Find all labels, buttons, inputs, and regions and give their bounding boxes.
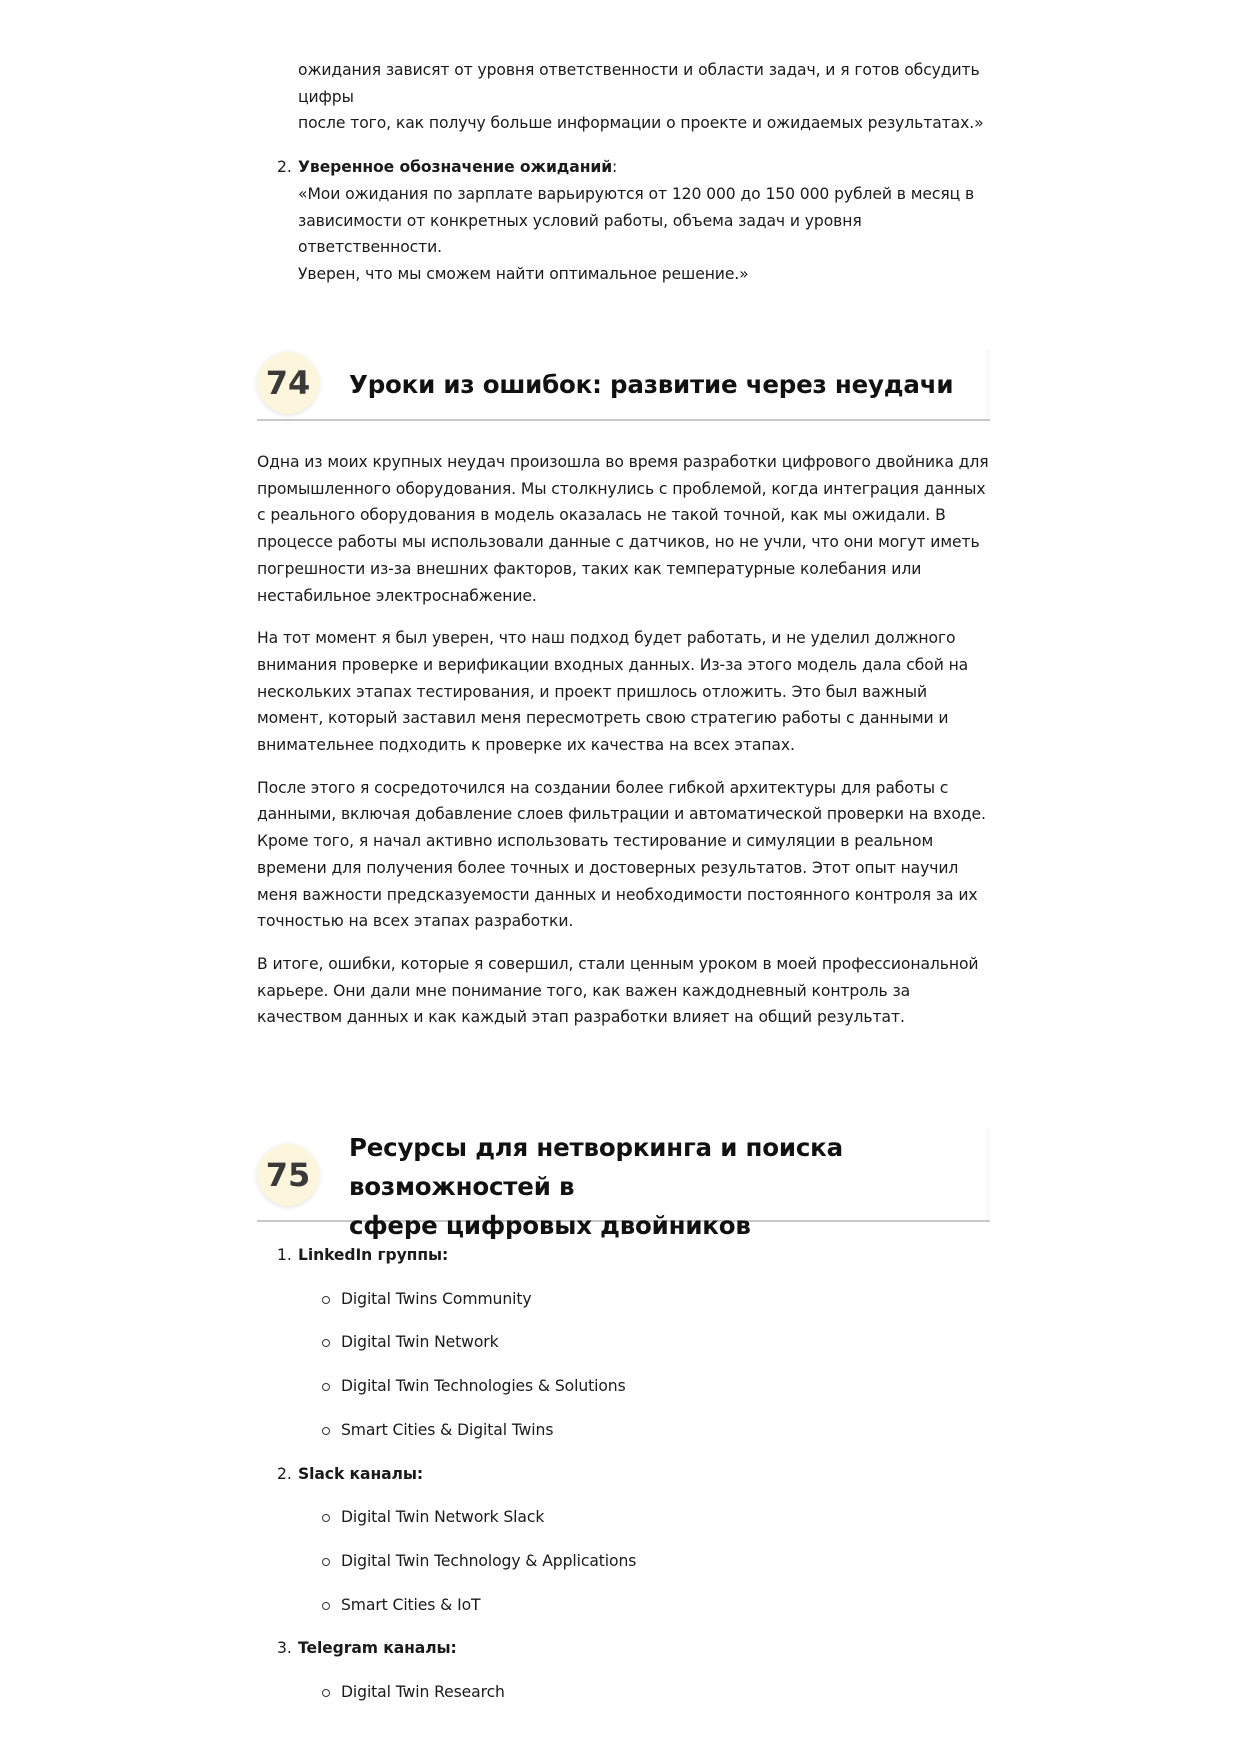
resource-group: [257, 1242, 990, 1444]
circle-bullet-icon: [322, 1383, 330, 1391]
resource-group-title: Telegram каналы:: [298, 1639, 457, 1658]
circle-bullet-icon: [322, 1602, 330, 1610]
section-body-74: [257, 449, 990, 1047]
resource-group-heading: [257, 1635, 990, 1662]
section-number-badge: 75: [257, 1144, 319, 1206]
resource-item: Smart Cities & Digital Twins: [257, 1417, 990, 1444]
resources-list: [257, 1242, 990, 1706]
colon: :: [612, 158, 618, 177]
section-number-badge: 74: [257, 352, 319, 414]
list-item-continuation: [257, 57, 990, 137]
resource-group-title: LinkedIn группы:: [298, 1246, 449, 1264]
list-number: 1.: [277, 1246, 292, 1264]
section-title-line: Ресурсы для нетворкинга и поиска возможностей в: [349, 1133, 843, 1201]
section-title: [349, 1128, 990, 1245]
text-line: Уверен, что мы сможем найти оптимальное решение.»: [298, 264, 749, 283]
circle-bullet-icon: [322, 1427, 330, 1435]
paragraph: В итоге, ошибки, которые я совершил, стали ценным уроком в моей профессиональной карьере. Они дали мне понимание того, как важен каждодневный контроль за качеством данных и как каждый этап разработки влияет на общий результат.: [257, 954, 979, 1027]
resource-item: Digital Twin Network Slack: [257, 1504, 990, 1531]
resource-item: Digital Twin Network: [257, 1329, 990, 1356]
section-header-74: [257, 349, 990, 421]
circle-bullet-icon: [322, 1339, 330, 1347]
list-item: [257, 154, 990, 288]
list-number: 2.: [277, 1464, 292, 1483]
circle-bullet-icon: [322, 1296, 330, 1304]
resource-item: Digital Twin Research: [257, 1679, 990, 1706]
text-line: ожидания зависят от уровня ответственности и области задач, и я готов обсудить цифры: [298, 61, 980, 106]
resource-group: [257, 1635, 990, 1705]
circle-bullet-icon: [322, 1689, 330, 1697]
resource-item: Digital Twins Community: [257, 1286, 990, 1313]
resource-group-title: Slack каналы:: [298, 1464, 424, 1483]
section-title: Уроки из ошибок: развитие через неудачи: [349, 370, 954, 399]
paragraph: На тот момент я был уверен, что наш подход будет работать, и не уделил должного внимания проверке и верификации входных данных. Из-за этого модель дала сбой на нескольких этапах тестирования, и проект пришлось отложить. Это был важный момент, который заставил меня пересмотреть свою стратегию работы с данными и внимательнее подходить к проверке их качества на всех этапах.: [257, 629, 969, 755]
resource-group-heading: [257, 1461, 990, 1488]
resource-group-heading: [257, 1242, 990, 1269]
section-header-75: [257, 1128, 990, 1240]
previous-section-list: [257, 57, 990, 288]
resource-item: Digital Twin Technologies & Solutions: [257, 1373, 990, 1400]
list-item-title: Уверенное обозначение ожиданий: [298, 158, 613, 177]
resource-item: Smart Cities & IoT: [257, 1592, 990, 1619]
resource-group: [257, 1461, 990, 1619]
resource-item: Digital Twin Technology & Applications: [257, 1548, 990, 1575]
text-line: «Мои ожидания по зарплате варьируются от 120 000 до 150 000 рублей в месяц в: [298, 184, 975, 203]
circle-bullet-icon: [322, 1514, 330, 1522]
section-title-line: сфере цифровых двойников: [349, 1211, 751, 1240]
circle-bullet-icon: [322, 1558, 330, 1566]
list-number: 3.: [277, 1639, 292, 1658]
text-line: зависимости от конкретных условий работы, объема задач и уровня ответственности.: [298, 211, 862, 257]
paragraph: После этого я сосредоточился на создании более гибкой архитектуры для работы с данными, включая добавление слоев фильтрации и автоматической проверки на входе. Кроме того, я начал активно использовать тестирование и симуляции в реальном времени для получения более точных и достоверных результатов. Этот опыт научил меня важности предсказуемости данных и необходимости постоянного контроля за их точностью на всех этапах разработки.: [257, 778, 986, 931]
text-line: после того, как получу больше информации о проекте и ожидаемых результатах.»: [298, 114, 984, 133]
paragraph: Одна из моих крупных неудач произошла во время разработки цифрового двойника для промышленного оборудования. Мы столкнулись с проблемой, когда интеграция данных с реального оборудования в модель оказалась не такой точной, как мы ожидали. В процессе работы мы использовали данные с датчиков, но не учли, что они могут иметь погрешности из-за внешних факторов, таких как температурные колебания или нестабильное электроснабжение.: [257, 453, 989, 605]
list-number: 2.: [277, 158, 292, 177]
